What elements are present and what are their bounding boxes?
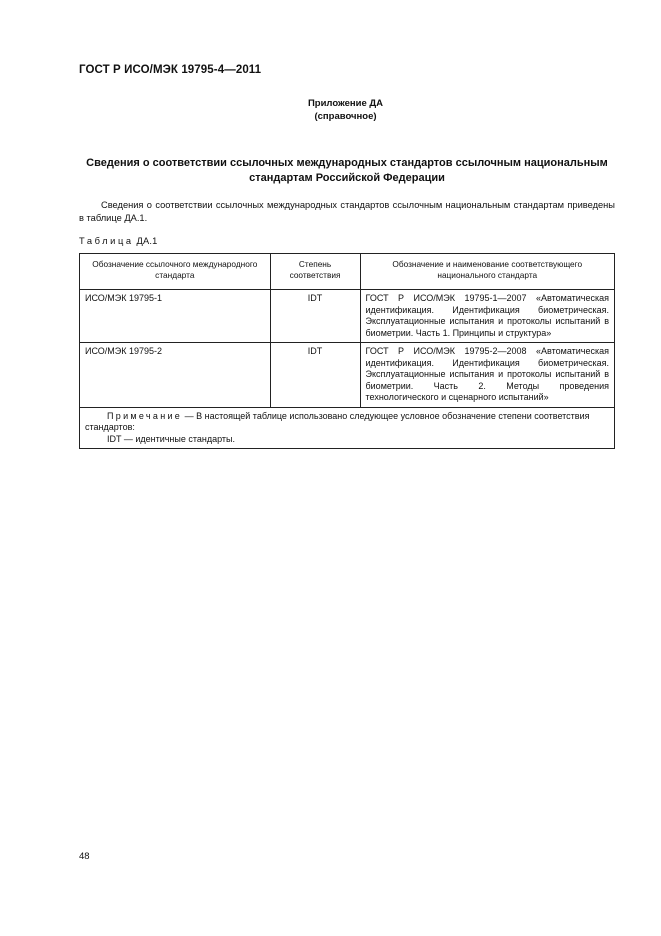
table-note-row — [80, 407, 615, 449]
intro-paragraph — [79, 199, 615, 224]
cell-national-standard: ГОСТ Р ИСО/МЭК 19795-2—2008 «Автоматическая идентификация. Идентификация биометрическая. Эксплуатационные испытания и протоколы испытаний в биометрии. Часть 2. Методы проведения технологического и сценарного испытаний» — [360, 343, 615, 408]
cell-intl-standard: ИСО/МЭК 19795-1 — [80, 290, 271, 343]
note-line — [85, 411, 609, 434]
intro-text: Сведения о соответствии ссылочных международных стандартов ссылочным национальным стандартам приведены в таблице ДА.1. — [79, 200, 615, 223]
header-degree: Степень соответствия — [270, 254, 360, 290]
table-caption-id: ДА.1 — [136, 236, 158, 246]
note-item: IDT — идентичные стандарты. — [107, 433, 236, 444]
table-header-row — [80, 254, 615, 290]
page-number: 48 — [79, 851, 90, 862]
table-caption — [79, 236, 158, 246]
cell-degree: IDT — [270, 290, 360, 343]
appendix-title: Приложение ДА — [307, 98, 384, 109]
section-title-line-1: Сведения о соответствии ссылочных международных стандартов ссылочным национальным — [86, 157, 608, 169]
note-label: Примечание — [107, 410, 183, 421]
standard-header: ГОСТ Р ИСО/МЭК 19795-4—2011 — [79, 64, 262, 76]
table-row — [80, 343, 615, 408]
header-intl-standard: Обозначение ссылочного международного стандарта — [80, 254, 271, 290]
appendix-subtitle: (справочное) — [314, 111, 377, 122]
section-title-line-2: стандартам Российской Федерации — [249, 172, 445, 184]
note-text: — В настоящей таблице использовано следующее условное обозначение степени соответствия стандартов: — [85, 410, 590, 432]
cell-national-standard: ГОСТ Р ИСО/МЭК 19795-1—2007 «Автоматическая идентификация. Идентификация биометрическая. Эксплуатационные испытания и протоколы испытаний в биометрии. Часть 1. Принципы и структура» — [360, 290, 615, 343]
cell-degree: IDT — [270, 343, 360, 408]
header-national-standard: Обозначение и наименование соответствующего национального стандарта — [360, 254, 615, 290]
appendix-heading — [0, 97, 661, 123]
table-caption-word: Таблица — [79, 236, 134, 246]
table-note — [80, 407, 615, 449]
correspondence-table — [79, 253, 615, 449]
table-row — [80, 290, 615, 343]
section-title — [79, 156, 615, 186]
cell-intl-standard: ИСО/МЭК 19795-2 — [80, 343, 271, 408]
